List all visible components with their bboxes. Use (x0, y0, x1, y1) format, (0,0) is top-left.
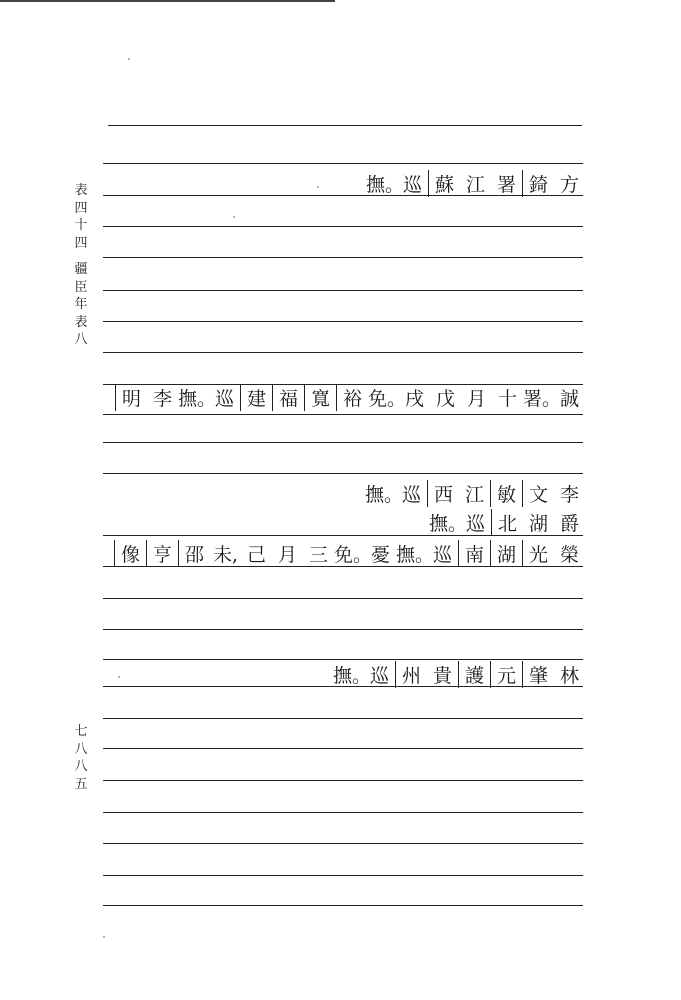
rule-line (103, 414, 583, 415)
entry-char: 撫。 (396, 543, 435, 566)
entry-char: 免。 (334, 543, 373, 566)
speck (233, 216, 235, 218)
entry-char: 州 (395, 661, 427, 688)
rule-line (103, 843, 583, 844)
entry-char: 撫。 (333, 664, 372, 687)
rule-line (103, 598, 583, 599)
entry-char: 免。 (368, 387, 407, 410)
entry-char: 西 (427, 480, 459, 507)
entry-char: 邵 (178, 540, 210, 567)
entry-row (429, 506, 585, 538)
margin-subtitle-char: 表 (74, 314, 88, 330)
entry-char: 錡 (522, 170, 554, 197)
entry-char: 戌 (404, 387, 424, 410)
entry-char: 寬 (304, 384, 336, 411)
rule-line (103, 748, 583, 749)
page-number-char: 七 (74, 724, 88, 739)
entry-char: 護 (458, 661, 490, 688)
entry-char: 撫。 (429, 512, 468, 535)
speck (317, 186, 319, 188)
rule-line (103, 257, 583, 258)
entry-char: 江 (464, 483, 484, 506)
entry-char: 像 (114, 540, 146, 567)
entry-char: 憂 (370, 543, 390, 566)
entry-char: 戊 (435, 387, 455, 410)
margin-title-char: 十 (74, 218, 88, 233)
rule-line (103, 629, 583, 630)
entry-char: 十 (497, 387, 517, 410)
rule-line (103, 163, 583, 164)
entry-char: 未, (212, 543, 239, 566)
rule-line (103, 321, 583, 322)
entry-char: 亨 (146, 540, 178, 567)
rule-line (103, 442, 583, 443)
rule-line (103, 718, 583, 719)
entry-char: 貴 (432, 664, 452, 687)
entry-char: 三 (308, 543, 328, 566)
entry-char: 元 (490, 661, 522, 688)
entry-char: 李 (152, 387, 172, 410)
entry-char: 月 (277, 543, 297, 566)
entry-char: 建 (240, 384, 272, 411)
top-edge-rule (0, 0, 335, 2)
rule-line (103, 905, 583, 906)
entry-char: 巡 (402, 173, 422, 196)
page-number (70, 723, 92, 793)
rule-line (103, 352, 583, 353)
entry-char: 文 (522, 480, 554, 507)
entry-char: 月 (466, 387, 486, 410)
entry-row (114, 537, 585, 569)
rule-line (103, 473, 583, 474)
rule-line (103, 780, 583, 781)
entry-char: 撫。 (178, 387, 217, 410)
entry-char: 爵 (559, 512, 579, 535)
speck (128, 58, 130, 60)
margin-subtitle-char: 臣 (74, 279, 88, 295)
entry-char: 撫。 (365, 483, 404, 506)
entry-char: 敏 (490, 480, 522, 507)
entry-char: 巡 (369, 664, 389, 687)
entry-char: 湖 (490, 540, 522, 567)
page-number-char: 八 (74, 741, 88, 757)
entry-char: 巡 (432, 543, 452, 566)
rule-line (108, 125, 582, 126)
entry-char: 江 (465, 173, 485, 196)
margin-title-char: 表 (74, 183, 88, 198)
entry-char: 巡 (214, 387, 234, 410)
page-number-char: 八 (74, 759, 88, 774)
speck (118, 676, 120, 678)
margin-subtitle-char: 疆 (74, 262, 88, 277)
entry-char: 巡 (465, 512, 485, 535)
entry-char: 南 (458, 540, 490, 567)
entry-char: 榮 (559, 543, 579, 566)
entry-char: 光 (522, 540, 554, 567)
entry-char: 署 (496, 173, 516, 196)
entry-row (333, 658, 585, 690)
entry-char: 撫。 (366, 173, 405, 196)
margin-subtitle-char: 年 (74, 297, 88, 312)
margin-title-char: 四 (74, 235, 88, 251)
entry-char: 蘇 (428, 170, 460, 197)
entry-char: 己 (246, 543, 266, 566)
rule-line (103, 875, 583, 876)
rule-line (103, 226, 583, 227)
entry-char: 湖 (528, 512, 548, 535)
margin-subtitle-char: 八 (74, 332, 88, 347)
entry-char: 誠 (559, 387, 579, 410)
entry-row (365, 477, 585, 509)
margin-title (70, 182, 92, 349)
rule-line (103, 290, 583, 291)
entry-char: 福 (272, 384, 304, 411)
entry-char: 署。 (523, 387, 562, 410)
entry-char: 方 (559, 173, 579, 196)
entry-char: 肇 (522, 661, 554, 688)
entry-char: 裕 (336, 384, 368, 411)
entry-char: 李 (559, 483, 579, 506)
entry-row (366, 167, 585, 199)
entry-char: 明 (115, 384, 147, 411)
speck (103, 936, 105, 938)
margin-title-char: 四 (74, 200, 88, 216)
entry-char: 林 (559, 664, 579, 687)
page-number-char: 五 (74, 776, 88, 792)
rule-line (103, 812, 583, 813)
entry-char: 巡 (401, 483, 421, 506)
entry-row (115, 381, 585, 413)
entry-char: 北 (491, 509, 523, 536)
